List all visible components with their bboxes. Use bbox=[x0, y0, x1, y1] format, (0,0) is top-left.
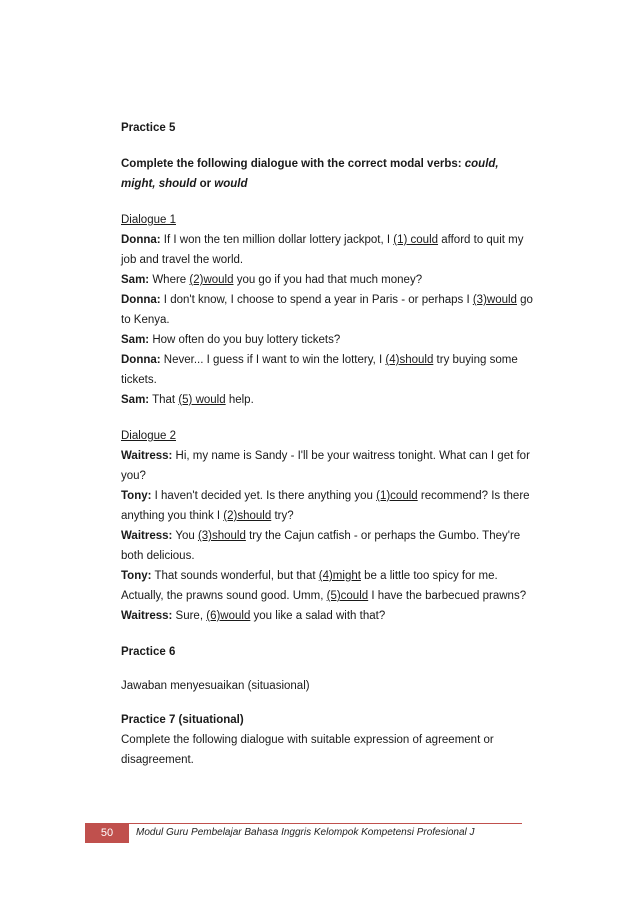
speaker: Waitress: bbox=[121, 530, 173, 542]
speaker: Waitress: bbox=[121, 450, 173, 462]
practice5-instructions bbox=[121, 154, 541, 194]
speaker: Tony: bbox=[121, 570, 152, 582]
practice6-title: Practice 6 bbox=[121, 646, 176, 658]
footer-title: Modul Guru Pembelajar Bahasa Inggris Kelompok Kompetensi Profesional J bbox=[136, 827, 475, 838]
dialogue2-line bbox=[121, 486, 541, 526]
line-text: That sounds wonderful, but that bbox=[151, 570, 319, 582]
answer: (2)would bbox=[189, 274, 234, 286]
answer: (1) could bbox=[393, 234, 439, 246]
line-text: try buying some tickets. bbox=[121, 354, 518, 386]
answer: (2)should bbox=[223, 510, 272, 522]
practice6-text: Jawaban menyesuaikan (situasional) bbox=[121, 680, 310, 692]
dialogue2-line bbox=[121, 566, 541, 606]
modal-or: or bbox=[196, 178, 215, 190]
line-text: Hi, my name is Sandy - I'll be your waitress tonight. What can I get for you? bbox=[121, 450, 530, 482]
line-text: help. bbox=[225, 394, 254, 406]
answer: (5) would bbox=[178, 394, 226, 406]
line-text: You bbox=[172, 530, 198, 542]
answer: (1)could bbox=[376, 490, 418, 502]
line-text: Where bbox=[149, 274, 190, 286]
line-text: you like a salad with that? bbox=[250, 610, 386, 622]
dialogue1-line bbox=[121, 290, 541, 330]
answer: (3)should bbox=[197, 530, 246, 542]
line-text: How often do you buy lottery tickets? bbox=[149, 334, 341, 346]
line-text: afford to quit my job and travel the world. bbox=[121, 234, 524, 266]
dialogue2-line bbox=[121, 526, 541, 566]
line-text: recommend? Is there anything you think I bbox=[121, 490, 530, 522]
footer-rule bbox=[85, 823, 522, 824]
speaker: Waitress: bbox=[121, 610, 173, 622]
line-text: I haven't decided yet. Is there anything you bbox=[151, 490, 377, 502]
page-number: 50 bbox=[85, 824, 129, 843]
line-text: be a little too spicy for me. Actually, the prawns sound good. Umm, bbox=[121, 570, 498, 602]
modal-could: could, bbox=[464, 158, 499, 170]
answer: (4)might bbox=[318, 570, 361, 582]
answer: (5)could bbox=[326, 590, 369, 602]
answer: (4)should bbox=[385, 354, 434, 366]
dialogue2-line bbox=[121, 446, 541, 486]
line-text: Sure, bbox=[172, 610, 207, 622]
modal-would: would bbox=[214, 178, 248, 190]
line-text: That bbox=[149, 394, 179, 406]
dialogue2-line bbox=[121, 606, 541, 626]
line-text: try? bbox=[271, 510, 294, 522]
answer: (3)would bbox=[472, 294, 517, 306]
dialogue1-line bbox=[121, 230, 541, 270]
speaker: Tony: bbox=[121, 490, 152, 502]
dialogue2-title: Dialogue 2 bbox=[121, 430, 176, 442]
dialogue1-line bbox=[121, 330, 541, 350]
dialogue1-line bbox=[121, 390, 541, 410]
page-content bbox=[121, 118, 541, 770]
practice7-text: Complete the following dialogue with suitable expression of agreement or disagreement. bbox=[121, 734, 494, 766]
modal-might-should: might, should bbox=[121, 178, 197, 190]
speaker: Sam: bbox=[121, 394, 150, 406]
line-text: I don't know, I choose to spend a year in Paris - or perhaps I bbox=[160, 294, 473, 306]
speaker: Sam: bbox=[121, 274, 150, 286]
dialogue1-line bbox=[121, 270, 541, 290]
line-text: you go if you had that much money? bbox=[233, 274, 423, 286]
line-text: Never... I guess if I want to win the lottery, I bbox=[160, 354, 386, 366]
line-text: If I won the ten million dollar lottery jackpot, I bbox=[160, 234, 394, 246]
instructions-text: Complete the following dialogue with the correct modal verbs: bbox=[121, 158, 465, 170]
speaker: Donna: bbox=[121, 234, 161, 246]
speaker: Donna: bbox=[121, 294, 161, 306]
page-footer bbox=[85, 823, 522, 843]
answer: (6)would bbox=[206, 610, 251, 622]
line-text: I have the barbecued prawns? bbox=[368, 590, 527, 602]
practice7-title: Practice 7 (situational) bbox=[121, 714, 244, 726]
line-text: go to Kenya. bbox=[121, 294, 533, 326]
speaker: Sam: bbox=[121, 334, 150, 346]
dialogue1-line bbox=[121, 350, 541, 390]
line-text: try the Cajun catfish - or perhaps the Gumbo. They're both delicious. bbox=[121, 530, 521, 562]
speaker: Donna: bbox=[121, 354, 161, 366]
dialogue1-title: Dialogue 1 bbox=[121, 214, 176, 226]
practice5-title: Practice 5 bbox=[121, 122, 176, 134]
